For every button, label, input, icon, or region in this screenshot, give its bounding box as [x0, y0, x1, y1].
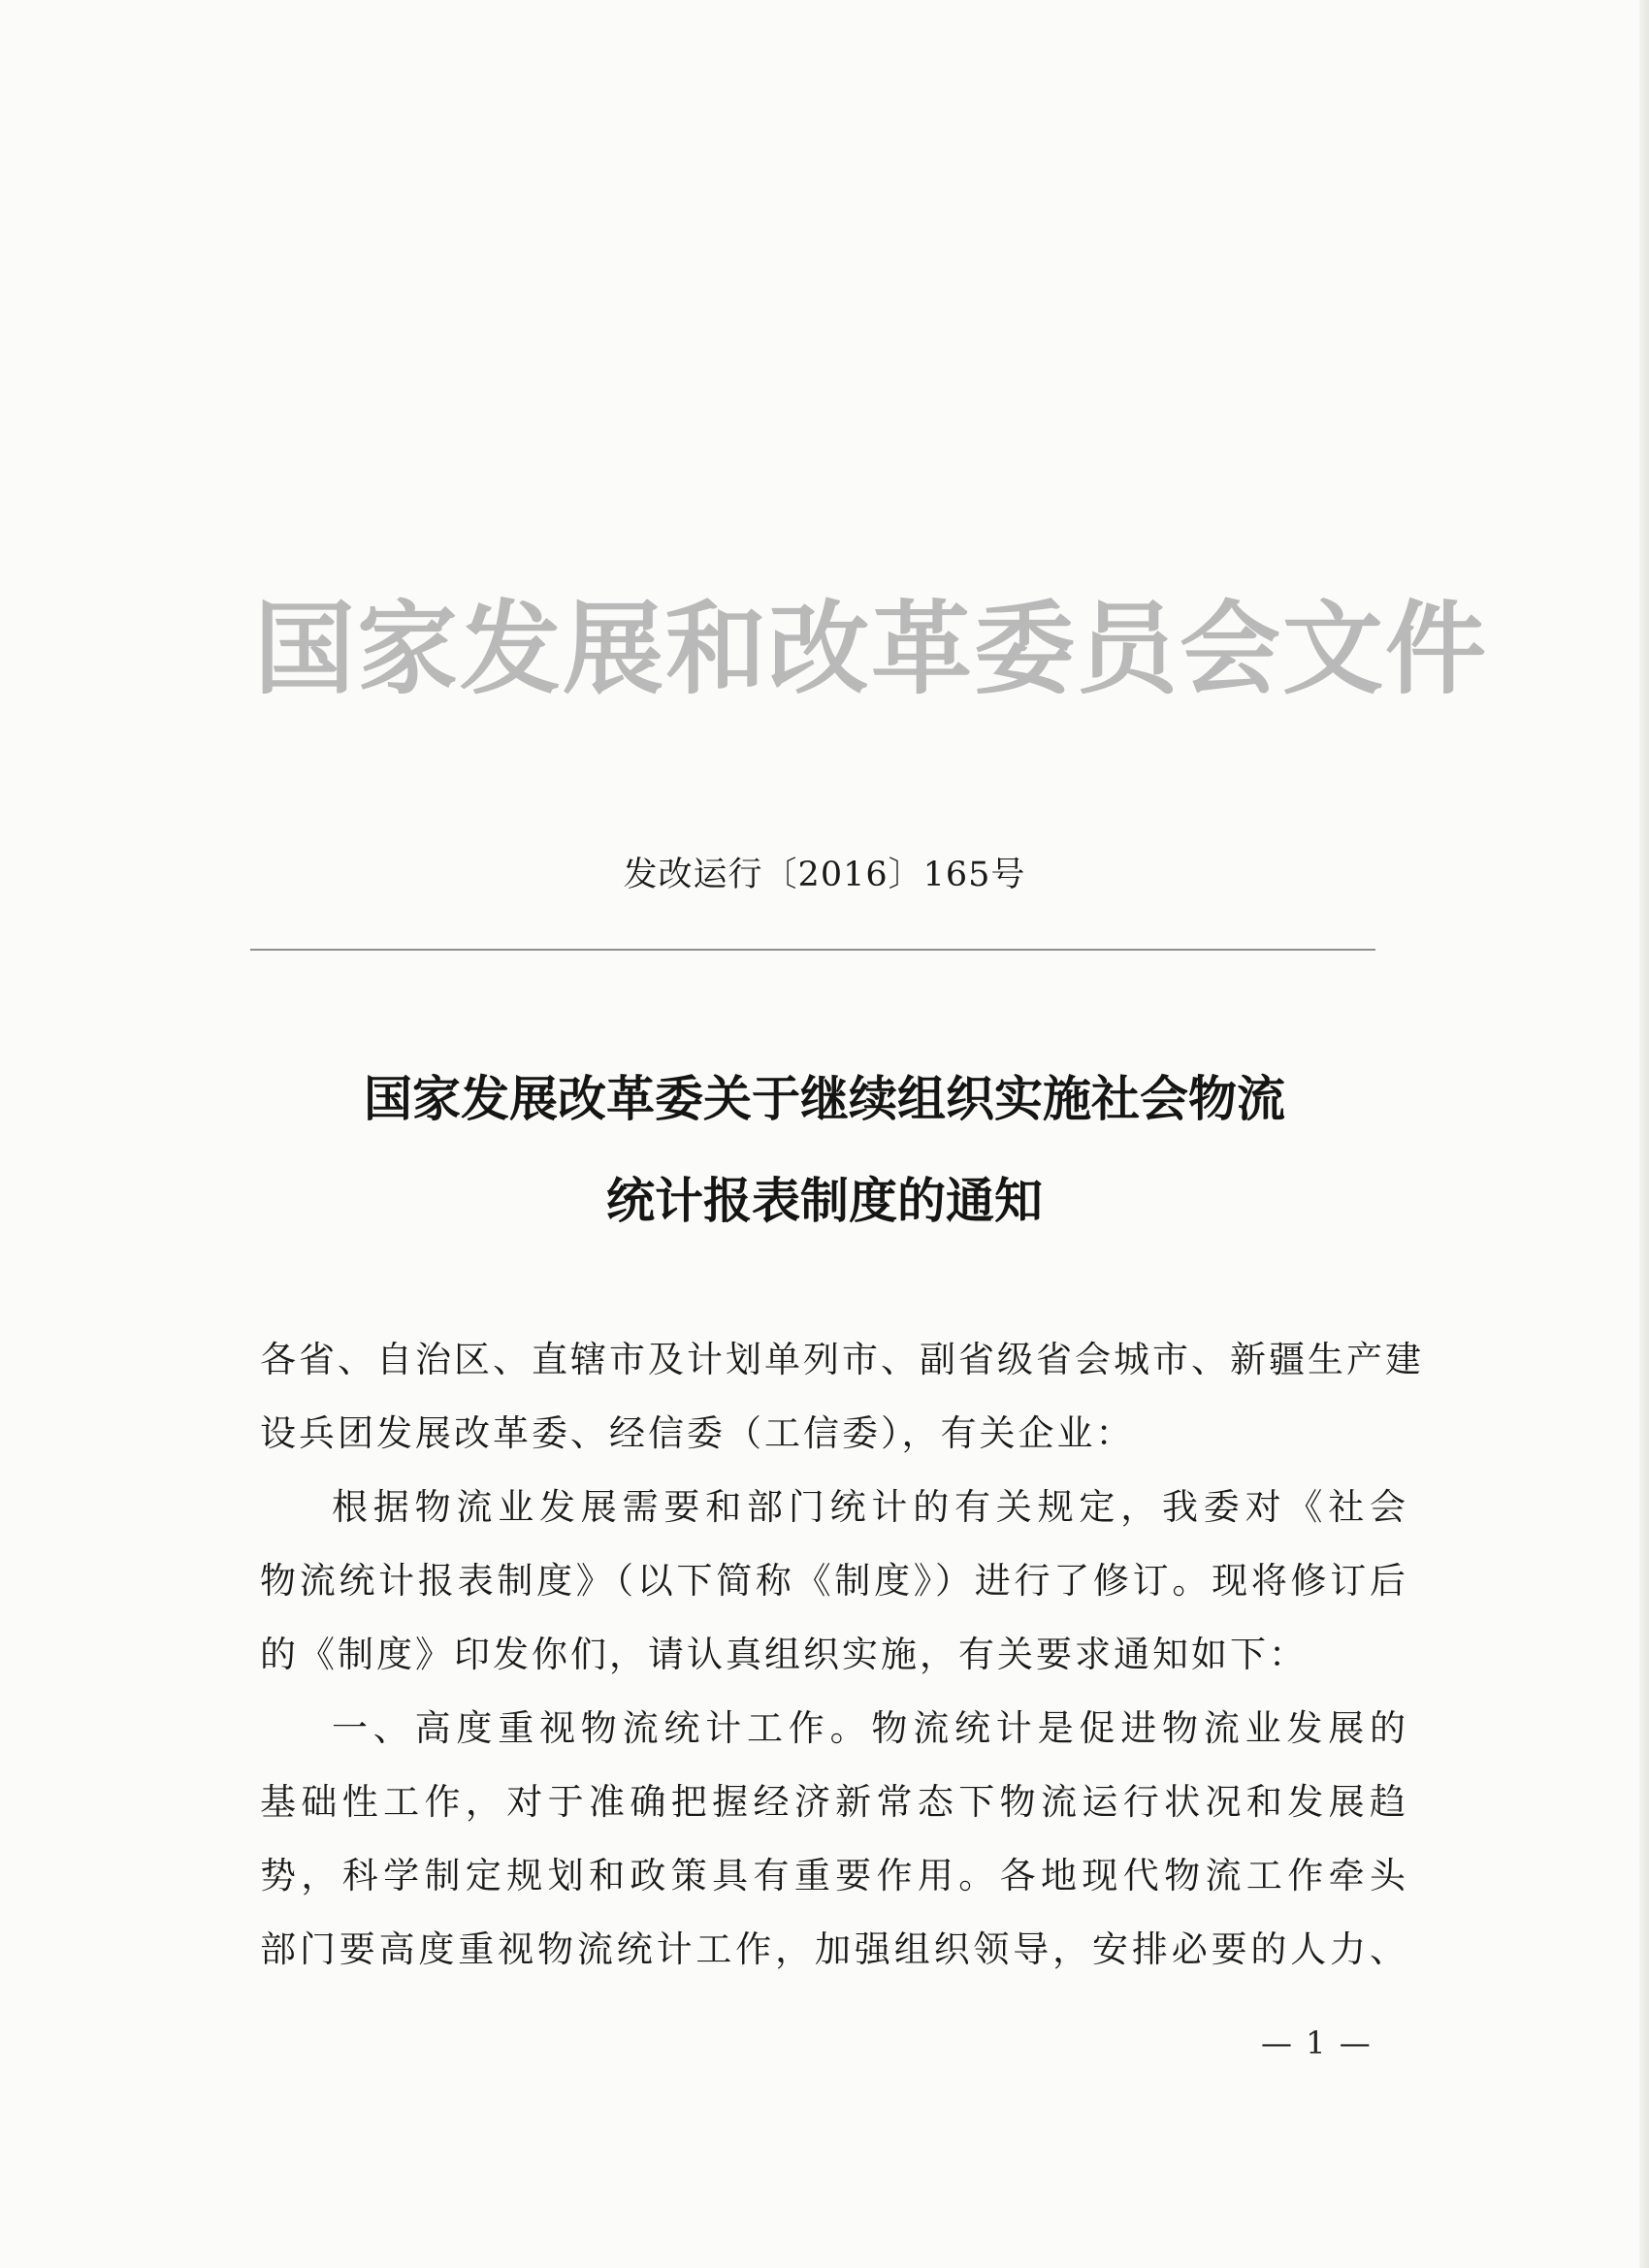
paragraph-line: 势，科学制定规划和政策具有重要作用。各地现代物流工作牵头 [260, 1855, 1408, 1896]
paragraph-line: 基础性工作，对于准确把握经济新常态下物流运行状况和发展趋 [260, 1781, 1408, 1823]
page-edge [1639, 0, 1649, 2268]
notice-title-line-1: 国家发展改革委关于继续组织实施社会物流 [364, 1070, 1285, 1127]
paragraph-line: 一、高度重视物流统计工作。物流统计是促进物流业发展的 [332, 1707, 1408, 1749]
document-number: 发改运行〔2016〕165号 [623, 856, 1026, 894]
paragraph-line: 部门要高度重视物流统计工作，加强组织领导，安排必要的人力、 [260, 1928, 1408, 1970]
paragraph-line: 根据物流业发展需要和部门统计的有关规定，我委对《社会 [332, 1486, 1408, 1528]
header-divider [250, 949, 1375, 951]
paragraph-line: 的《制度》印发你们，请认真组织实施，有关要求通知如下： [260, 1634, 1308, 1675]
page-number: — 1 — [1261, 2025, 1373, 2061]
paragraph-line: 物流统计报表制度》（以下简称《制度》）进行了修订。现将修订后 [260, 1560, 1408, 1602]
addressee-line-2: 设兵团发展改革委、经信委（工信委），有关企业： [260, 1412, 1135, 1454]
addressee-line-1: 各省、自治区、直辖市及计划单列市、副省级省会城市、新疆生产建 [260, 1339, 1424, 1380]
issuer-header-title: 国家发展和改革委员会文件 [254, 590, 1489, 708]
body-text [260, 1323, 1424, 1987]
notice-title-line-2: 统计报表制度的通知 [606, 1172, 1043, 1229]
